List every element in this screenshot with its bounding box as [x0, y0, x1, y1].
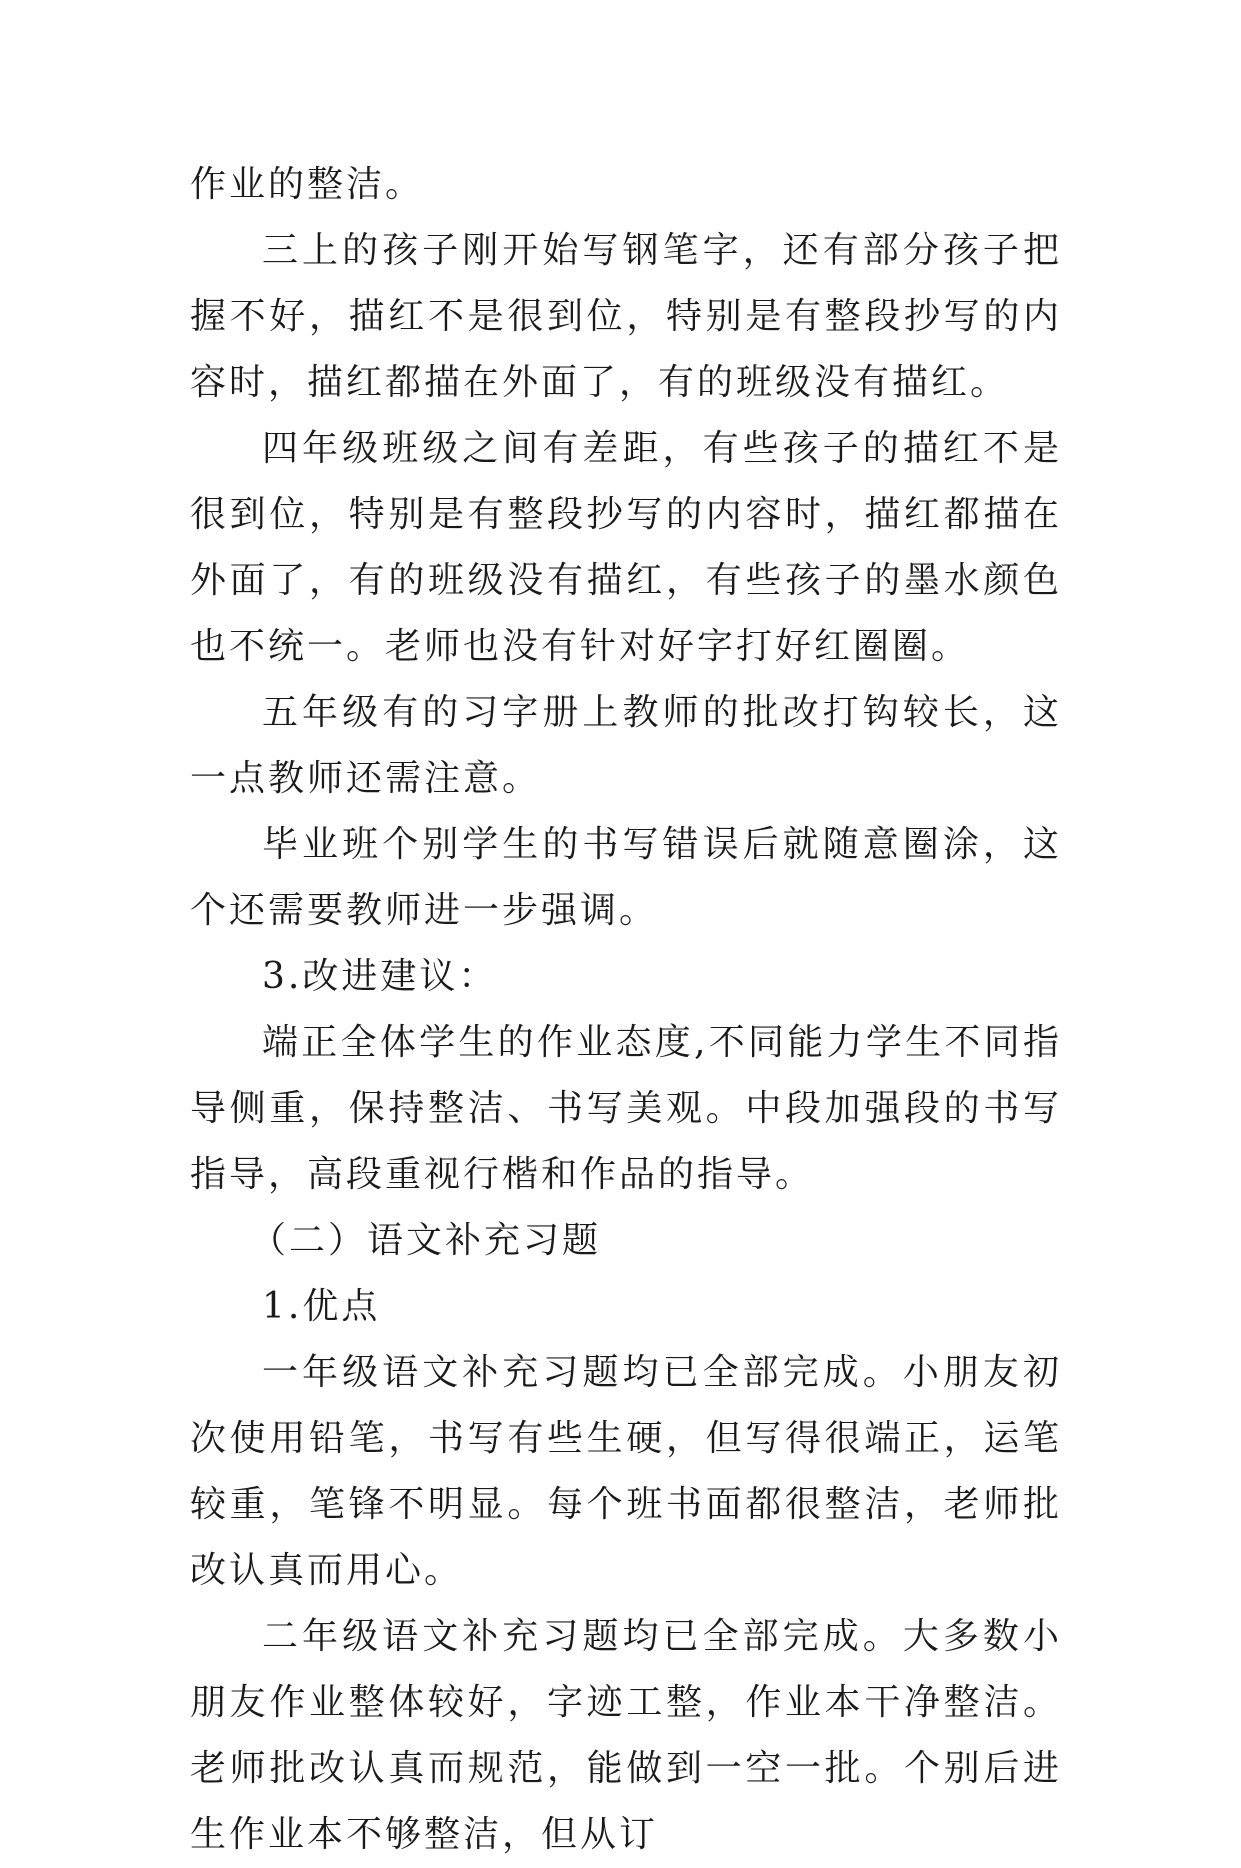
paragraph-grade1: 一年级语文补充习题均已全部完成。小朋友初次使用铅笔，书写有些生硬，但写得很端正，运笔较重，笔锋不明显。每个班书面都很整洁，老师批改认真而用心。: [190, 1352, 1062, 1591]
document-body: [190, 152, 1062, 1868]
paragraph-suggestions: 端正全体学生的作业态度,不同能力学生不同指导侧重，保持整洁、书写美观。中段加强段的书写指导，高段重视行楷和作品的指导。: [190, 1022, 1062, 1195]
paragraph-grade3: 三上的孩子刚开始写钢笔字，还有部分孩子把握不好，描红不是很到位，特别是有整段抄写的内容时，描红都描在外面了，有的班级没有描红。: [190, 230, 1062, 403]
section-heading-suggestions: 3.改进建议：: [262, 956, 498, 997]
paragraph-continuation: 作业的整洁。: [190, 164, 425, 205]
paragraph-graduating-class: 毕业班个别学生的书写错误后就随意圈涂，这个还需要教师进一步强调。: [190, 824, 1062, 931]
subheading-strengths: 1.优点: [262, 1286, 381, 1327]
section-heading-supplementary-exercises: （二）语文补充习题: [250, 1220, 602, 1261]
paragraph-grade5: 五年级有的习字册上教师的批改打钩较长，这一点教师还需注意。: [190, 692, 1062, 799]
paragraph-grade2: 二年级语文补充习题均已全部完成。大多数小朋友作业整体较好，字迹工整，作业本干净整洁。老师批改认真而规范，能做到一空一批。个别后进生作业本不够整洁，但从订: [190, 1616, 1062, 1855]
paragraph-grade4: 四年级班级之间有差距，有些孩子的描红不是很到位，特别是有整段抄写的内容时，描红都描在外面了，有的班级没有描红，有些孩子的墨水颜色也不统一。老师也没有针对好字打好红圈圈。: [190, 428, 1062, 667]
